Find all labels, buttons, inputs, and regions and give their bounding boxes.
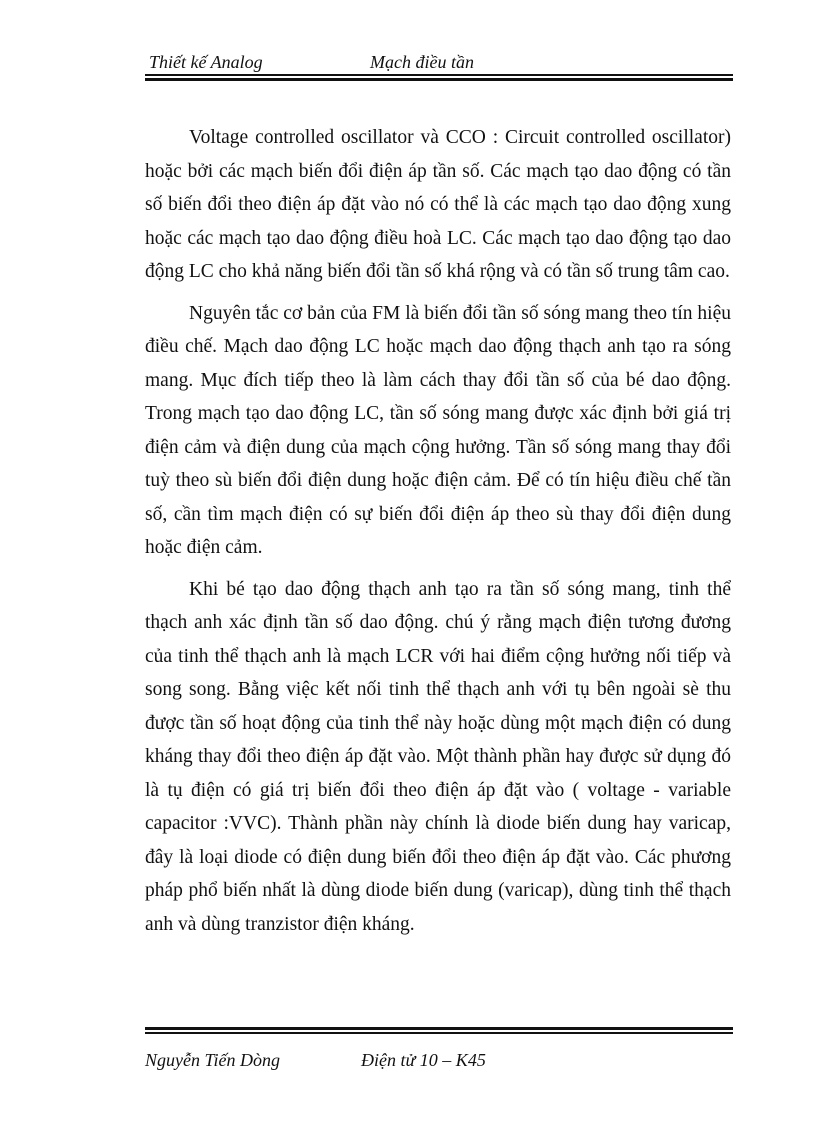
header-course-title: Thiết kế Analog	[149, 52, 263, 72]
page-footer	[145, 1050, 733, 1074]
page-header	[145, 52, 733, 76]
header-chapter-title: Mạch điều tần	[370, 52, 474, 72]
paragraph-2: Nguyên tắc cơ bản của FM là biến đổi tần số sóng mang theo tín hiệu điều chế. Mạch dao động LC hoặc mạch dao động thạch anh tạo ra sóng mang. Mục đích tiếp theo là làm cách thay đổi tần số của bé dao động. Trong mạch tạo dao động LC, tần số sóng mang được xác định bởi giá trị điện cảm và điện dung của mạch cộng hưởng. Tần số sóng mang thay đổi tuỳ theo sù biến đổi điện dung hoặc điện cảm. Để có tín hiệu điều chế tần số, cần tìm mạch điện có sự biến đổi điện áp theo sù thay đổi điện dung hoặc điện cảm.	[145, 302, 731, 558]
header-rule-thin	[145, 74, 733, 76]
footer-rule-thick	[145, 1027, 733, 1030]
footer-rule-thin	[145, 1032, 733, 1034]
document-body	[145, 121, 731, 941]
footer-class: Điện tử 10 – K45	[361, 1050, 486, 1070]
header-rule-thick	[145, 78, 733, 81]
footer-author: Nguyễn Tiến Dòng	[145, 1050, 280, 1070]
paragraph-1: Voltage controlled oscillator và CCO : Circuit controlled oscillator) hoặc bởi các mạch biến đổi điện áp tần số. Các mạch tạo dao động có tần số biến đổi theo điện áp đặt vào nó có thể là các mạch tạo dao động xung hoặc các mạch tạo dao động điều hoà LC. Các mạch tạo dao động tạo dao động LC cho khả năng biến đổi tần số khá rộng và có tần số trung tâm cao.	[145, 127, 731, 282]
paragraph-3: Khi bé tạo dao động thạch anh tạo ra tần số sóng mang, tinh thể thạch anh xác định tần số dao động. chú ý rằng mạch điện tương đương của tinh thể thạch anh là mạch LCR với hai điểm cộng hưởng nối tiếp và song song. Bằng việc kết nối tinh thể thạch anh với tụ bên ngoài sè thu được tần số hoạt động của tinh thể này hoặc dùng một mạch điện có dung kháng thay đổi theo điện áp đặt vào. Một thành phần hay được sử dụng đó là tụ điện có giá trị biến đổi theo điện áp đặt vào ( voltage - variable capacitor :VVC). Thành phần này chính là diode biến dung hay varicap, đây là loại diode có điện dung biến đổi theo điện áp đặt vào. Các phương pháp phổ biến nhất là dùng diode biến dung (varicap), dùng tinh thể thạch anh và dùng tranzistor điện kháng.	[145, 578, 731, 935]
